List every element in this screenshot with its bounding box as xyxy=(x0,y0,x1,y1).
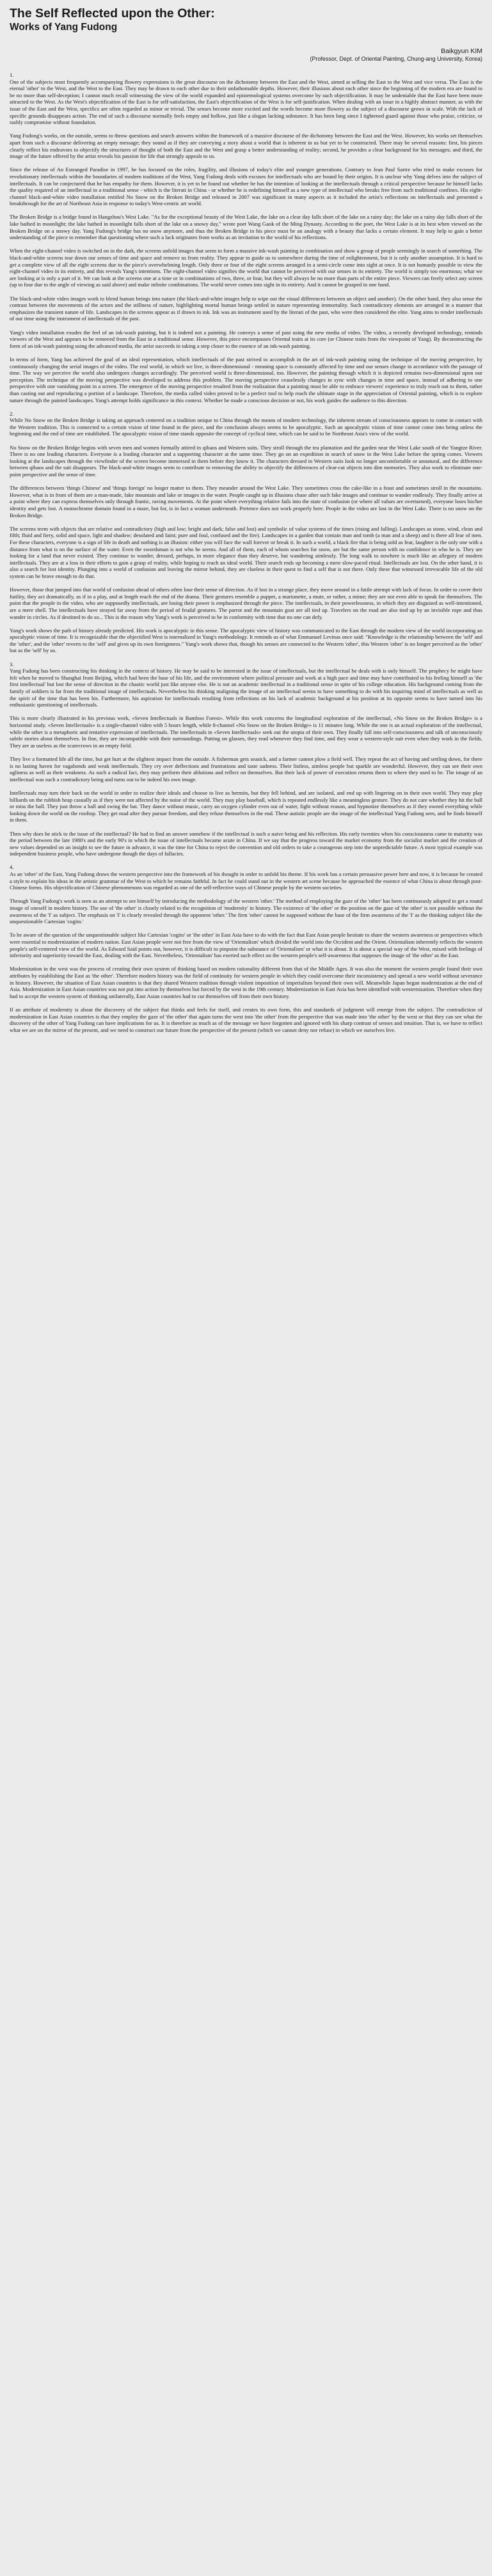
body-paragraph: While No Snow on the Broken Bridge is taking an approach centered on a tradition unique to China through the means of modern technology, the inherent stream of consciousness appears to come in contact with the Western tradition. This is connected to a certain vision of time found in the piece, and the conclusion always seems to be apocalyptic. Such an apocalyptic vision of time cannot come into being unless the beginning and the end of time are established. The apocalyptic vision of time stands opposite the concept of cyclical time, which can be said to be Northeast Asia's view of the world. xyxy=(10,417,482,437)
body-paragraph: The differences between 'things Chinese' and 'things foreign' no longer matter to them. They meander around the West Lake. They sometimes cross the cake-like in a feast and sometimes stroll in the mountains. However, what is in front of them are a man-made, fake mountain and lake or images in the water. People caught up in illusions chase after such fake images and continue to wander endlessly. They finally arrive at a point where they can express themselves only through frantic, raving movements. At the point where everything relative fails into the state of confusion (or where all values are overturned), everyone loses his/her identity and gets lost. A monochrome domain found in a maze, but for, is in fact a woman underneath. Pretence does not work properly here. People in the video are lost in the West Lake. There is no snow on the Broken Bridge. xyxy=(10,485,482,519)
body-paragraph: Yang Fudong's works, on the outside, seems to throw questions and search answers within the framework of a massive discourse of the dichotomy between the East and the West. However, his works set themselves apart from such a discourse delivering an empty message; they sound as if they are conveying a story about a world that is inherent in us but yet to be constructed. There may be several reasons: first, his pieces clearly reflect his endeavors to objectify the structures of thought of both the East and the West and grasp a better understanding of reality; second, he provides a clear background for his messages; and third, the image of the future offered by the artist reveals his passion for life that strongly appeals to us. xyxy=(10,132,482,160)
body-paragraph: However, those that jumped into that world of confusion ahead of others often lose their sense of direction. As if lost in a strange place, they move around in a futile attempt with lack of focus. In order to cover their futility, they act dramatically, as if in a play, and at length reach the end of the drama. Their gestures resemble a puppet, a marionette, a mute, or rather, a mime; they are not even able to speak for themselves. The point that the people in the video, who are supposedly intellectuals, are losing their power is emphasized through the piece. The intellectuals, in their powerlessness, in which they are disguised as well-intentioned, are a mere shell. The intellectuals have strayed far away from the period of feudal gestures. The parrot and the mountain goat are all tied up. Travelers on the road are also tied up by an invisible rope and thus wander in circles. As if destined to do so... This is the reason why Yang's work is perceived to be in conformity with time that no one can defy. xyxy=(10,586,482,620)
body-paragraph: One of the subjects most frequently accompanying flowery expressions is the great discourse on the dichotomy between the East and the West, aimed at selling the East to the West and vice versa. The East is the eternal 'other' to the West, and the West to the East. They may be drawn to each other due to their unfathomable depths. However, their illusions about each other since the beginning of the modern era are found to be no more than self-deception; I cannot much recall witnessing the view of the world expanded and epistemological systems overcome by such objectification. It may be undeniable that the East have been more attracted to the West. As the West's objectification of the East is for self-satisfaction, the East's objectification of the West is for self-justification. When dealing with an issue in a highly abstract manner, as with the issue of the East and the West, specifics are often regarded as minor or trivial. The senses become more excited and the words become more flowery as the subject of a discourse grows in scale. With the lack of specific grounds disappears action. The end of such a discourse normally feels empty and hollow, just like a slogan lacking substance. It has been long since I tightened guard against those who praise, criticize, or rashly compromise without foundation. xyxy=(10,78,482,126)
article-header xyxy=(10,6,482,63)
article-section xyxy=(10,72,482,403)
body-paragraph: As an 'other' of the East, Yang Fudong draws the western perspective into the framework of his thought in order to unfold his theme. If his work has a certain persuasive power here and now, it is because he created a style to explain his ideas in the artistic grammar of the West to which he remains faithful. In fact he could stand out in the western art scene because he approached the essence of what China is about through post-Chinese forms. His objectification of Chinese phenomenons was regarded as one of the self-reflective ways of Chinese people by the western societies. xyxy=(10,871,482,891)
body-paragraph: In terms of form, Yang has achieved the goal of an ideal representation, which intellectuals of the past strived to accomplish in the art of ink-wash painting using the technique of the moving perspective, by continuously changing the serial images of the video. The real world, in which we live, is three-dimensional - meaning space is constantly affected by time and our senses change in accordance with the passage of time. The way we perceive the world also undergoes changes accordingly. The perceived world is three-dimensional, too. However, the painting through which it is depicted remains two-dimensional upon our perception. The technique of the moving perspective was developed to address this problem. The moving perspective ceaselessly changes in sync with changes in time and space, instead of adhering to one perspective with one vanishing point in a screen. The emergence of the moving perspective resulted from the realization that a painting must be able to embrace viewers' experience to truly reach out to them, rather than casting out and reproducing a portion of a landscape. Therefore, the media called video proved to be a perfect tool to help reach the ultimate stage in the appreciation of Oriental painting, which is to explore nature through the painted landscapes. Yang's attempt holds significance in this context. Whether he made a conscious decision or not, his work guides the audience to this direction. xyxy=(10,355,482,403)
article xyxy=(10,0,482,1033)
body-paragraph: No Snow on the Broken Bridge begins with seven men and women formally attired in qibaos and Western suits. They stroll through the tea plantation and the garden near the West Lake south of the Yangtze River. There is no one leading characters. Everyone is a leading character and a supporting character at the same time. They go on an expedition in search of snow in the West Lake before the spring comes. Viewers looking at the landscapes through the viewfinder of the screen become immersed in them before they know it. The characters dressed in Western suits look no longer uncomfortable or unnatural, and the difference between qibaos and the suit disappears. The black-and-white images seem to contribute to removing the ability to objectify the differences of clear-cut objects into dim memories. They also work to eliminate one-point perspective and the sense of time. xyxy=(10,444,482,478)
body-paragraph: They live a formatted life all the time, but get hurt at the slightest impact from the outside. A fisherman gets seasick, and a farmer cannot plow a field well. They repeat the act of having and settling down, for there is no lasting haven for vagabonds and weak intellectuals. They cry over deflections and frustrations and taste sadness. Their listless, aimless people but sparkle are wonderful. However, they can see their own ugliness as well as their weakness. As such a radical fact, they may perform their ablutions and reflect on themselves. But their lack of power of execution returns them to where they used to be. The image of an intellectual was such a contradictory being and turns out to be indeed his own image. xyxy=(10,755,482,783)
author-name: Baikgyun KIM xyxy=(441,47,482,55)
body-paragraph: Modernization in the west was the process of creating their own system of thinking based on modern rationality different from that of the Middle Ages. It was also the moment the western people found their own attributes by establishing the East as 'the other'. Therefore modern history was the field of continuity for western people in which they could overcome their inconsistency and spread a new world without severance in history. However, the situation of East Asian countries is that they shared Western tradition through violent imposition of imperialism beyond their own will. Meanwhile Japan began modernization at the end of Asia. Modernization in East Asian countries was not put into action by themselves but forced by the west in the 19th century. Modernization in East Asia has been identified with westernization. Therefore when they had to accept the western system of thinking unilaterally, East Asian countries had to cut themselves off from their own history. xyxy=(10,965,482,999)
body-paragraph: Yang's video installation exudes the feel of an ink-wash painting, but it is indeed not a painting. He conveys a sense of past using the new media of video. The video, a recently developed technology, reminds viewers of the West and appears to be removed from the East in a traditional sense. However, this piece encompasses Oriental traits at its core (or Chinese traits from the viewpoint of Yang). By deconstructing the form of an ink-wash painting using the advanced media, the artist succeeds in taking a step closer to the essence of an ink-wash painting. xyxy=(10,329,482,349)
article-body xyxy=(10,72,482,1033)
author-block xyxy=(10,47,482,63)
body-paragraph: The black-and-white video images work to blend human beings into nature (the black-and-white images help to wipe out the visual differences between an object and another). On the other hand, they also sense the contrast between the movements of the actors and the stillness of nature, highlighting mortal human beings settled in nature representing immortality. Such contradictory elements are arranged in a manner that emphasizes the transient nature of life. Landscapes in the screens appear as if drawn in ink. Ink was an instrument used by the literati of the past, who were then considered the elite. Yang aims to render intellectuals of our time using the instrument of intellectuals of the past. xyxy=(10,295,482,322)
body-paragraph: This is more clearly illustrated in his previous work, «Seven Intellectuals in Bamboo Forest». While this work concerns the longitudinal exploration of the intellectual, «No Snow on the Broken Bridge» is a horizontal study. «Seven Intellectuals» is a single-channel video with 5 hours length, while 8-channel «No Snow on the Broken Bridge» is 11 minutes long. While the one is an actual exploration of the intellectual, while the other is a metaphoric and tentative expression of intellectuals. The intellectuals in «Seven Intellectuals» seek out the utopia of their own. They finally fall into self-consciousness and talk of unconsciously subtle stories about themselves. In fine, they are incompatible with their surroundings. Putting on glasses, they read whenever they find time, and they wear a western-style suit even when they work in the fields. They are as useless as the scarecrows in an empty field. xyxy=(10,715,482,749)
section-number: 3. xyxy=(10,660,14,667)
article-section xyxy=(10,661,482,857)
article-subtitle: Works of Yang Fudong xyxy=(10,22,118,33)
body-paragraph: Intellectuals may turn their back on the world in order to realize their ideals and choose to live as hermits, but they fell behind, and are isolated, and end up with lingering on in their own world. They may play billiards on the rubbish heap casually as if they were not affected by the noise of the world. They may play baseball, which is repeated endlessly like a meaningless gesture. They do not care whether they hit the ball or miss the ball. They just throw a ball and swing the bat. They dance without music, carry an oxygen cylinder even out of water, fight without reason, and hypnotize themselves as if they owned everything while looking down the world on the rooftop. They get mad after they pursue freedom, and they refuse themselves in the end. These autistic people are the image of the intellectual Yang Fudong sees, and he finds himself in them. xyxy=(10,789,482,824)
article-section xyxy=(10,410,482,654)
body-paragraph: The Broken Bridge is a bridge found in Hangzhou's West Lake. "As for the exceptional beauty of the West Lake, the lake on a clear day falls short of the lake on a rainy day; the lake on a rainy day falls short of the lake bathed in moonlight; the lake bathed in moonlight falls short of the lake on a snowy day," wrote poet Wang Gaok of the Ming Dynasty. According to the poet, the West Lake is at its best when viewed on the Broken Bridge on a snowy day. Yang Fudong's bridge has no snow anymore, and thus the Broken Bridge in his piece must be an analogy with a beauty that lacks a certain element. It may help to gain a better understanding of the piece to remember that questioning where such a lack originates from works as an invitation to the world of his reflections. xyxy=(10,214,482,241)
article-section xyxy=(10,864,482,1033)
body-paragraph: When the eight-channel video is switched on in the dark, the screens unfold images that seem to form a massive ink-wash painting in combination and show a group of people seemingly in search of something. The black-and-white screens tear down our senses of time and space and remove us from reality. They appear to guide us to somewhere during the time of enlightenment, but it is only another assumption. It is hard to get a complete view of all the eight screens due to the piece's overwhelming length. Only three or four of the eight screens arranged in a semi-circle come into sight at once. It is not humanly possible to view the eight-channel video in its entirety, and this reveals Yang's intentions. The eight-channel video signifies the world that cannot be perceived with our senses in its entirety. The world is simply too enormous; what we are looking at is only a part of it. We can look at the screens one at a time or in combinations of two, three, or four, but they will always be no more than parts of the entire piece. Viewers can freely select any screen (up to four due to the angle of viewing as said above) and make infinite combinations. The world never comes into sight in its entirety. And it cannot be grasped in one hand. xyxy=(10,247,482,288)
section-number: 4. xyxy=(10,864,14,871)
section-number: 1. xyxy=(10,72,14,78)
body-paragraph: If an attribute of modernity is about the discovery of the subject that thinks and feels for itself, and creates its own form, this and standards of judgment will emerge from the subject. The contradiction of modernization in East Asian countries is that they employ the gaze of 'the other' that again turns the west into 'the other' from the perspective that was made into 'the other' by the west or that they can see what the discovery of the other of Yang Fudong can have implications for us. It is therefore as much as of the message we have forgotten and ignored with his sharp contrast of senses and intuition. That is, we have to reflect what we are on the mirror of the present, and we need to construct our future from the perspective of the present (which we cannot deny nor refuse) in which we ourselves live. xyxy=(10,1006,482,1033)
body-paragraph: Then why does he stick to the issue of the intellectual? He had to find an answer somehow if the intellectual is such a naive being and his reflection. His early twenties when his consciousness came to maturity was the period between the late 1980's and the early 90's in which the issue of intellectuals became acute in China. If we say that the progress toward the market economy from the socialist market and the creation of new values depended on an insight to see the future in advance, it was the time for China to reject the convention and old orders to take a courageous step into the unpredictable future. A most typical example was independent business people, who have undergone though the days of fallacies. xyxy=(10,830,482,857)
body-paragraph: The screens teem with objects that are relative and contradictory (high and low; bright and dark; false and lost) and symbolic of value systems of the times (rising and falling). Landscapes as stone, wind, clean and filth; fluid and fiery, solid and space, light and shadow; desolated and faint; pure and foul, confused and the fire). Landscapes in a garden that contain man and tomb (a man and a sheep) and is there all fear of men. For these characters, everyone is a sign of life in death and nothing is an illusion: either you will face the wall forever or break it. In such a world, a black fire that is being sold as fear, laughter is the only one with a distance from what is on the surface of the water. Even the swordsman is not who he seems. And all of them, each of whom searches for snow, are but the same person with no confidence in who he is. They are looking for a land that never existed. They continue to wander, dressed, perhaps, in more elegance than they deserve, but wandering aimlessly. The long walk to nowhere is much like an allegory of modern intellectuals. They are at a loss in their efforts to gain a grasp of reality, while hoping to reach an ideal world. Their search ends up becoming a mere slow-paced ritual. Intellectuals are lost. On the other hand, it is also a search for lost identity. Plunging into a world of confusion and leaving the mirror behind, they are clueless in their quest to find a self that is not there. Only these that witnessed irrevocable life of the old system can be brave enough to do that. xyxy=(10,525,482,579)
body-paragraph: Through Yang Fudong's work is seen as an attempt to see himself by introducing the methodology of the western 'other.' The method of employing the gaze of the 'other' has been continuously adopted to get a round image of oneself in modern history. The use of 'the other' is closely related to the recognition of 'modernity' in history. The existence of 'the other' or the position on the gaze of 'the other' is not possible without the awareness of the 'I' as subject. The emphasis on 'I' is clearly revealed through the opponent 'other.' The firm 'other' cannot be supposed without the base of the firm awareness of the 'I' as the thinking subject like the unquestionable Cartesian 'cogito.' xyxy=(10,898,482,925)
body-paragraph: Since the release of An Estranged Paradise in 1997, he has focused on the roles, fragility, and illusions of today's elite and younger generations. Contrary to Jean Paul Sartre who tried to make excuses for revolutionary intellectuals within the boundaries of modern traditions of the West, Yang Fudong deals with excuses for intellectuals who are bound by their origins. It is unclear why Yang delves into the subject of intellectuals. It can be conjectured that he has empathy for them. However, it is yet to be found out whether he has the intention of looking at the intellectuals through a critical perspective because he himself lacks the quality required of an intellectual in a traditional sense - which is the literati in China - or whether he is redefining himself as a new type of intellectual who breaks free from such traditional confines. His eight-channel black-and-white video installation entitled No Snow on the Broken Bridge and released in 2007 was significant in many aspects as it included the artist's reflections on intellectuals and presented a breakthrough for the art of Northeast Asia in response to today's West-centric art world. xyxy=(10,166,482,207)
body-paragraph: Yang Fudong has been constructing his thinking in the context of history. He may be said to be interested in the issue of intellectuals, but the intellectual he deals with is only himself. The prophecy he might have felt when he moved to Shanghai from Beijing, which had been the base of his life, and the environment where political pressure and work at a high pace and time may have contributed to his feeling himself as 'the first intellectual' but lost the sense of direction in the chaotic world just like anyone else. He is not an academic intellectual in a traditional sense in spite of his college education. His background coming from the family of soldiers is far from the traditional image of intellectuals. Nevertheless his thinking maligning the image of an intellectual seems to have something to do with his inquiring mind of intellectuals as well as the spirit of the time that has been his. Furthermore, his aspiration for intellectuals resulting from reflections on his lack of academic background at his position at its opposite seems to have turned into his enthusiastic questioning of intellectuals. xyxy=(10,667,482,708)
article-title: The Self Reflected upon the Other: xyxy=(10,6,215,20)
body-paragraph: To be aware of the question of the unquestionable subject like Cartesian 'cogito' or 'the other' in East Asia have to do with the fact that East Asian people hesitate to share the western awareness or perspectives which were essential to modernization of modern nation. East Asian people were not free from the view of 'Orientalism' which divided the world into the Occident and the Orient. Orientalism inherently reflects the western people's self-centered view of the world. As Edward Said points out, however, it is difficult to pinpoint the substance of 'Orientalism' or what it is about. It is about a special way of the West, mixed with feelings of inferiority and superiority toward the East, dealing with the East. Nevertheless, 'Orientalism' has exerted such effect on the western people's self-awareness that supposes the image of 'the other' as the East. xyxy=(10,932,482,959)
author-affiliation: (Professor, Dept. of Oriental Painting, Chung-ang University, Korea) xyxy=(310,56,482,62)
body-paragraph: Yang's work shows the path of history already predicted. His work is apocalyptic in this sense. The apocalyptic view of history was communicated to the East through the modern view of the world incorporating an apocalyptic vision of time. It is recognizable that the objectified West is internalized in Yang's methodology. It reminds us of what Emmanuel Levinas once said: "Knowledge is the relationship between the 'self' and the 'other', and the 'other' reverts to the 'self' and gives up its own foreignness." Yang's work shows that, though his senses are connected to the Western 'other', this Western 'other' is no longer perceived as the 'other' but as the 'self' by us. xyxy=(10,627,482,654)
section-number: 2. xyxy=(10,410,14,417)
